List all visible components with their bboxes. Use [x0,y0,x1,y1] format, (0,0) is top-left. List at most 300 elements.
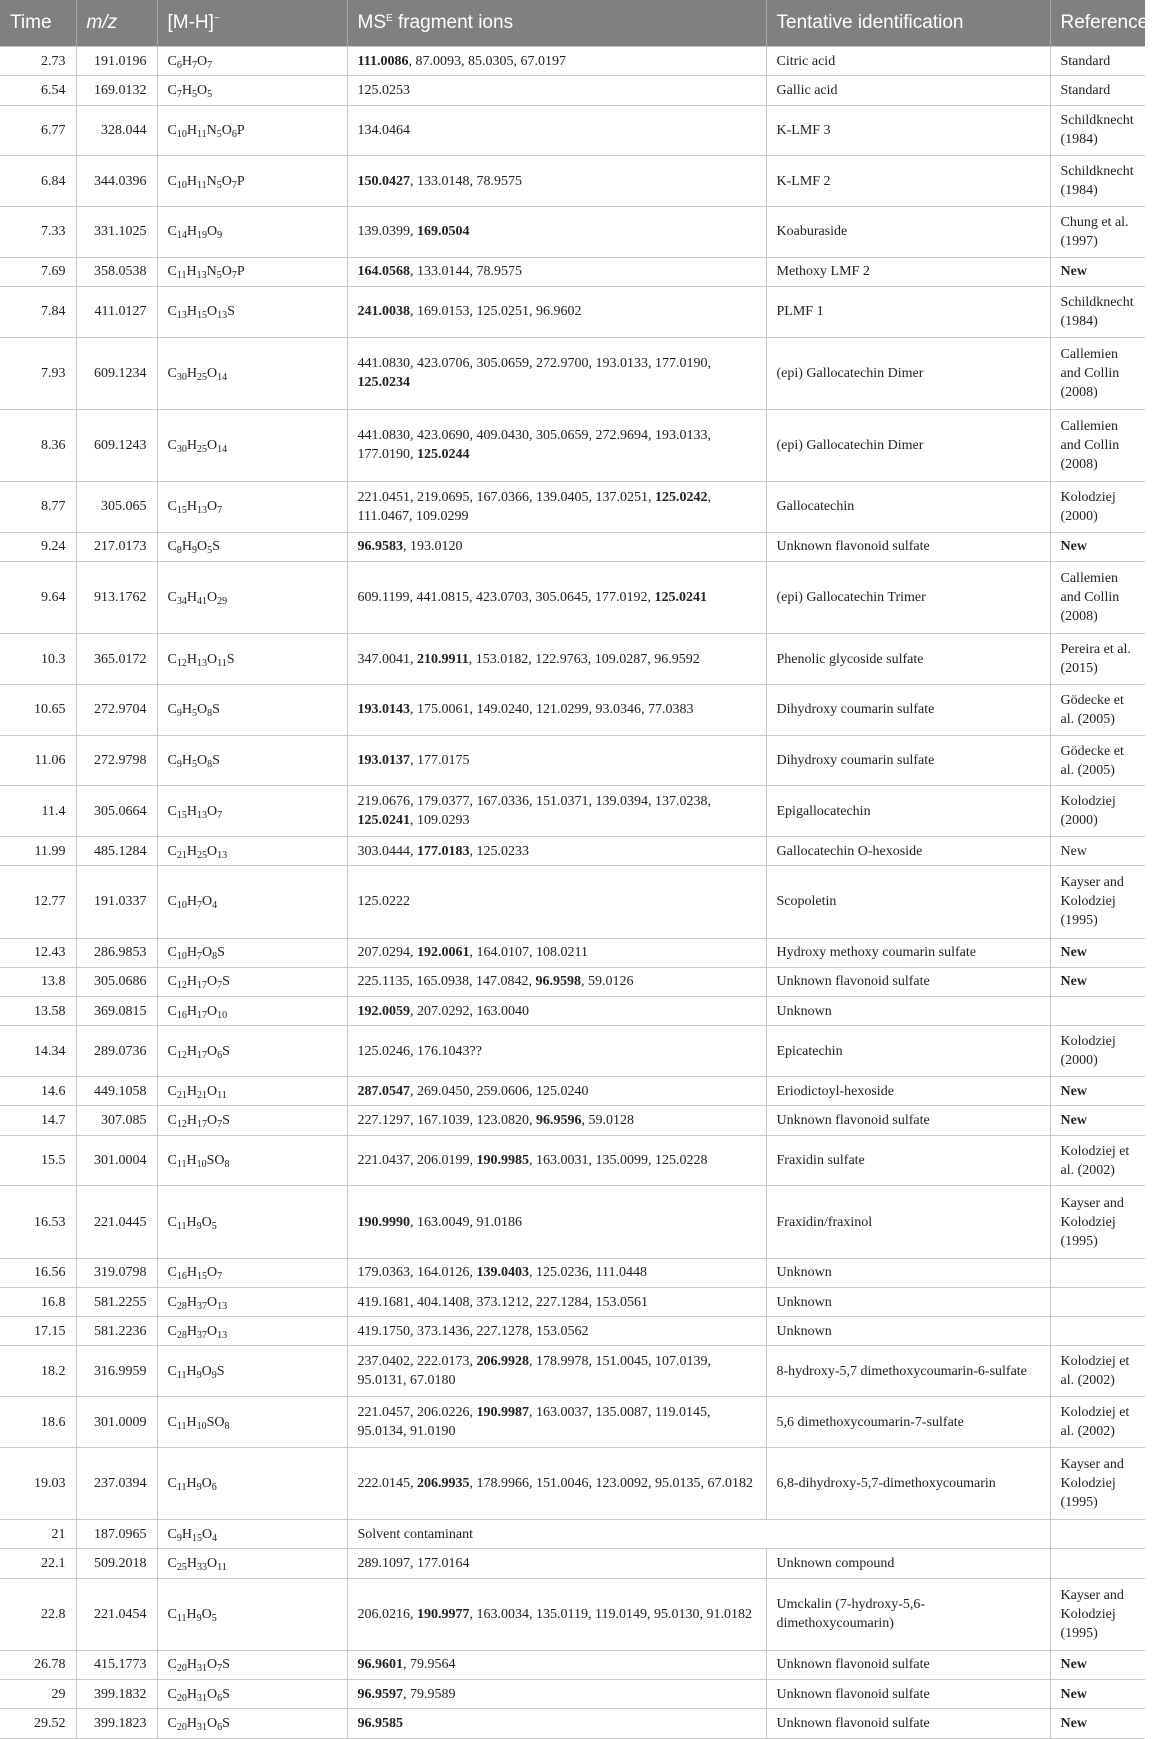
fragment-ions: 221.0451, 219.0695, 167.0366, 139.0405, 137.0251, [357,489,655,505]
cell-time: 13.58 [0,997,76,1026]
cell-fragments [347,786,766,837]
formula-part: H [186,264,197,280]
cell-formula [157,562,347,634]
table-row [0,47,1145,76]
formula-part: O [206,1083,218,1099]
fragment-base-peak: 206.9935 [417,1475,470,1491]
cell-formula [157,967,347,996]
formula-part: O [206,224,218,240]
fragment-ions: 125.0222 [357,894,410,910]
cell-mz: 272.9798 [76,735,157,786]
table-row [0,1258,1145,1287]
formula-part: C [167,651,177,667]
cell-identification: K-LMF 2 [766,156,1050,207]
formula-part: H [186,304,197,320]
cell-fragments [347,997,766,1026]
formula-part: O [206,1294,218,1310]
fragment-base-peak: 150.0427 [357,173,410,189]
formula-part: H [186,1555,197,1571]
formula-part: H [186,1113,197,1129]
table-row [0,837,1145,866]
fragment-ions: , 133.0144, 78.9575 [410,264,522,280]
formula-part: 9 [176,708,182,720]
cell-reference: New [1050,1680,1145,1709]
cell-mz: 187.0965 [76,1520,157,1549]
formula-part: 5 [191,708,197,720]
fragment-ions: , 163.0037, 135.0087, 119.0145, 95.0134, 91.0190 [357,1405,711,1440]
formula-part: O [221,264,232,280]
formula-part: 4 [212,900,218,912]
formula-part: 8 [212,951,218,963]
table-row [0,1135,1145,1186]
fragment-ions: , 153.0182, 122.9763, 109.0287, 96.9592 [468,651,700,667]
cell-fragments [347,837,766,866]
cell-formula [157,257,347,286]
formula-part: 25 [196,443,207,455]
cell-formula [157,837,347,866]
cell-reference: Chung et al. (1997) [1050,207,1145,258]
formula-part: C [167,1323,177,1339]
formula-part: 20 [176,1722,187,1734]
cell-reference: Callemien and Collin (2008) [1050,337,1145,409]
fragment-ions: , 79.9564 [403,1657,456,1673]
cell-reference: Standard [1050,76,1145,105]
formula-part: 10 [196,1420,207,1432]
cell-time: 8.36 [0,409,76,481]
formula-part: C [167,1414,177,1430]
formula-part: S [222,1657,230,1673]
cell-identification: Gallocatechin O-hexoside [766,837,1050,866]
cell-formula [157,1549,347,1578]
formula-part: C [167,1526,177,1542]
cell-mz: 272.9704 [76,684,157,735]
fragment-base-peak: 169.0504 [417,224,470,240]
cell-formula [157,634,347,685]
formula-part: 5 [191,88,197,100]
cell-mz: 449.1058 [76,1077,157,1106]
cell-formula [157,207,347,258]
table-row [0,337,1145,409]
cell-fragments [347,105,766,156]
formula-part: P [236,122,245,138]
fragment-ions: , 109.0293 [410,813,470,829]
formula-part: 5 [211,1612,217,1624]
formula-part: 11 [176,1159,187,1171]
cell-time: 10.65 [0,684,76,735]
cell-identification: Hydroxy methoxy coumarin sulfate [766,938,1050,967]
cell-fragments [347,156,766,207]
table-row [0,1447,1145,1519]
cell-mz: 581.2255 [76,1287,157,1316]
formula-part: S [226,651,235,667]
fragment-ions: 134.0464 [357,122,410,138]
cell-time: 16.8 [0,1287,76,1316]
table-row [0,1680,1145,1709]
formula-part: 9 [217,230,223,242]
cell-time: 11.99 [0,837,76,866]
table-row [0,1709,1145,1739]
cell-formula [157,47,347,76]
formula-part: N [206,173,217,189]
formula-part: 12 [176,1049,187,1061]
formula-part: C [167,1083,177,1099]
formula-part: O [201,1526,213,1542]
formula-part: S [212,539,220,555]
formula-part: C [167,1214,177,1230]
cell-fragments [347,1317,766,1346]
formula-part: P [236,173,245,189]
cell-reference: Kayser and Kolodziej (1995) [1050,866,1145,938]
formula-part: 11 [176,1420,187,1432]
fragment-ions: , 125.0233 [469,843,529,859]
fragment-ions: , 169.0153, 125.0251, 96.9602 [410,304,582,320]
header-ion-label: [M-H] [167,12,214,33]
fragment-ions: 347.0041, [357,651,417,667]
cell-fragments [347,1549,766,1578]
formula-part: S [222,1716,230,1732]
fragment-ions: , 59.0126 [580,974,634,990]
fragment-base-peak: 287.0547 [357,1083,410,1099]
formula-part: H [186,651,197,667]
formula-part: 13 [196,505,207,517]
cell-time: 14.34 [0,1026,76,1077]
cell-reference: Callemien and Collin (2008) [1050,562,1145,634]
cell-mz: 217.0173 [76,532,157,561]
formula-part: C [167,1265,177,1281]
fragment-base-peak: 111.0086 [357,53,409,69]
cell-reference [1050,997,1145,1026]
formula-part: O [201,945,213,961]
cell-fragments [347,1077,766,1106]
formula-part: O [206,499,218,515]
cell-fragments [347,1346,766,1397]
formula-part: O [196,753,208,768]
cell-reference: Kayser and Kolodziej (1995) [1050,1578,1145,1650]
formula-part: 14 [176,230,187,242]
formula-part: H [186,974,197,990]
formula-part: H [186,843,197,859]
formula-part: C [167,539,177,555]
cell-reference: Kolodziej et al. (2002) [1050,1135,1145,1186]
cell-fragments [347,1258,766,1287]
header-ion-charge: − [213,13,220,24]
cell-mz: 485.1284 [76,837,157,866]
fragment-ions: , 163.0049, 91.0186 [410,1214,522,1230]
cell-fragments [347,76,766,105]
cell-time: 14.6 [0,1077,76,1106]
formula-part: S [212,753,220,768]
formula-part: 8 [224,1420,230,1432]
cell-time: 10.3 [0,634,76,685]
fragment-ions: 227.1297, 167.1039, 123.0820, [357,1113,536,1129]
formula-part: 13 [196,809,207,821]
formula-part: 17 [196,1119,207,1131]
cell-reference: Callemien and Collin (2008) [1050,409,1145,481]
fragment-ions: , 178.9978, 151.0045, 107.0139, 95.0131, 67.0180 [357,1354,711,1389]
formula-part: C [167,1475,177,1491]
formula-part: 21 [176,1089,187,1101]
header-time-label: Time [10,12,52,33]
formula-part: 8 [176,545,182,557]
cell-fragments [347,409,766,481]
formula-part: O [206,1265,218,1281]
formula-part: H [186,1686,197,1702]
cell-mz: 358.0538 [76,257,157,286]
formula-part: O [206,1323,218,1339]
table-row [0,997,1145,1026]
cell-formula [157,1135,347,1186]
header-time [0,0,76,47]
formula-part: H [181,753,192,768]
cell-mz: 509.2018 [76,1549,157,1578]
fragment-ions: 207.0294, [357,945,417,961]
formula-part: 11 [196,128,207,140]
formula-part: S [222,1113,230,1129]
formula-part: C [167,365,177,381]
cell-identification: Gallic acid [766,76,1050,105]
cell-time: 7.69 [0,257,76,286]
cell-reference: New [1050,1709,1145,1739]
formula-part: O [206,437,218,453]
formula-part: C [167,122,177,138]
cell-mz: 316.9959 [76,1346,157,1397]
cell-reference: New [1050,1077,1145,1106]
cell-mz: 331.1025 [76,207,157,258]
fragment-ions: , 177.0175 [410,753,470,768]
fragment-base-peak: 125.0241 [357,813,410,829]
cell-fragments [347,684,766,735]
formula-part: 6 [176,59,182,71]
fragment-ions: 419.1681, 404.1408, 373.1212, 227.1284, 153.0561 [357,1294,648,1310]
cell-mz: 609.1234 [76,337,157,409]
cell-reference: Pereira et al. (2015) [1050,634,1145,685]
fragment-ions: 139.0399, [357,224,417,240]
cell-reference: New [1050,257,1145,286]
cell-time: 18.2 [0,1346,76,1397]
formula-part: 7 [207,59,213,71]
cell-fragments [347,257,766,286]
formula-part: H [186,437,197,453]
formula-part: C [167,974,177,990]
cell-reference: New [1050,837,1145,866]
cell-time: 9.64 [0,562,76,634]
cell-formula [157,287,347,338]
formula-part: S [217,945,225,961]
formula-part: 9 [176,1532,182,1544]
fragment-base-peak: 210.9911 [417,651,469,667]
formula-part: C [167,224,177,240]
formula-part: 25 [196,371,207,383]
cell-fragments [347,1578,766,1650]
formula-part: O [206,590,218,606]
formula-part: 10 [176,128,187,140]
fragment-ions: , 79.9589 [403,1686,456,1702]
cell-fragments [347,938,766,967]
formula-part: C [167,1363,177,1379]
cell-fragments [347,866,766,938]
formula-part: 16 [176,1009,187,1021]
formula-part: 6 [217,1049,223,1061]
formula-part: S [216,1363,225,1379]
formula-part: 5 [207,545,213,557]
cell-mz: 399.1832 [76,1680,157,1709]
cell-mz: 221.0445 [76,1186,157,1258]
cell-identification: Eriodictoyl-hexoside [766,1077,1050,1106]
formula-part: 11 [217,1561,227,1573]
formula-part: 37 [196,1300,207,1312]
formula-part: 28 [176,1300,187,1312]
formula-part: 9 [196,1481,202,1493]
cell-formula [157,1709,347,1739]
cell-fragments [347,287,766,338]
formula-part: 5 [211,1220,217,1232]
formula-part: H [181,82,192,98]
formula-part: 7 [217,1119,223,1131]
formula-part: O [206,651,218,667]
fragment-ions: , 207.0292, 163.0040 [410,1003,529,1019]
formula-part: H [186,945,197,961]
cell-fragments [347,1447,766,1519]
formula-part: O [196,53,208,69]
formula-part: O [206,1716,218,1732]
cell-formula [157,1317,347,1346]
formula-part: 25 [196,849,207,861]
cell-mz: 301.0009 [76,1397,157,1448]
cell-reference: Gödecke et al. (2005) [1050,684,1145,735]
formula-part: 8 [224,1159,230,1171]
fragment-base-peak: 96.9601 [357,1657,403,1673]
cell-identification: K-LMF 3 [766,105,1050,156]
header-ion [157,0,347,47]
fragment-base-peak: 125.0234 [357,375,410,391]
formula-part: C [167,1043,177,1059]
fragment-ions: , 59.0128 [581,1113,634,1129]
formula-part: 5 [216,179,222,191]
formula-part: 12 [176,1119,187,1131]
formula-part: 7 [217,1663,223,1675]
formula-part: 31 [196,1663,207,1675]
fragment-ions: , 133.0148, 78.9575 [410,173,522,189]
cell-reference [1050,1287,1145,1316]
formula-part: 8 [207,759,213,770]
header-refs-label: References [1060,12,1158,33]
cell-time: 2.73 [0,47,76,76]
cell-reference [1050,1520,1145,1549]
table-row [0,938,1145,967]
formula-part: C [167,53,177,69]
cell-fragments [347,1650,766,1679]
cell-time: 7.84 [0,287,76,338]
cell-identification: Phenolic glycoside sulfate [766,634,1050,685]
cell-fragments [347,562,766,634]
formula-part: 9 [191,545,197,557]
formula-part: 7 [231,179,237,191]
formula-part: O [201,1214,212,1230]
formula-part: 4 [212,1532,218,1544]
cell-time: 16.53 [0,1186,76,1258]
fragment-ions: 219.0676, 179.0377, 167.0336, 151.0371, 139.0394, 137.0238, [357,794,711,810]
formula-part: C [167,1113,177,1129]
cell-mz: 415.1773 [76,1650,157,1679]
cell-time: 19.03 [0,1447,76,1519]
cell-fragments [347,207,766,258]
cell-identification: Unknown compound [766,1549,1050,1578]
table-row [0,156,1145,207]
formula-part: H [186,1153,197,1169]
table-row [0,1287,1145,1316]
cell-formula [157,76,347,105]
cell-formula [157,1287,347,1316]
cell-mz: 319.0798 [76,1258,157,1287]
cell-reference: Kayser and Kolodziej (1995) [1050,1186,1145,1258]
fragment-ions: 289.1097, 177.0164 [357,1555,470,1571]
formula-part: C [167,843,177,859]
formula-part: 11 [176,1220,187,1232]
cell-formula [157,532,347,561]
table-row [0,866,1145,938]
formula-part: H [186,1083,197,1099]
cell-formula [157,1186,347,1258]
fragment-ions: , 87.0093, 85.0305, 67.0197 [408,53,566,69]
cell-identification: Unknown [766,1287,1050,1316]
formula-part: C [167,1153,177,1169]
fragment-ions: 419.1750, 373.1436, 227.1278, 153.0562 [357,1323,589,1339]
header-references [1050,0,1158,47]
fragment-ions: , 163.0034, 135.0119, 119.0149, 95.0130, 91.0182 [469,1606,752,1622]
formula-part: 10 [196,1159,207,1171]
formula-part: H [186,1414,197,1430]
formula-part: 20 [176,1692,187,1704]
formula-part: O [201,1475,212,1491]
formula-part: 17 [196,1049,207,1061]
formula-part: SO [206,1414,225,1430]
cell-time: 9.24 [0,532,76,561]
formula-part: O [196,702,208,718]
formula-part: 9 [196,1220,202,1232]
fragment-ions: 303.0444, [357,843,417,859]
fragment-base-peak: 192.0061 [417,945,470,961]
formula-part: 7 [176,88,182,100]
formula-part: H [186,1657,197,1673]
formula-part: 6 [231,128,237,140]
cell-formula [157,1346,347,1397]
formula-part: P [236,264,245,280]
cell-formula [157,997,347,1026]
cell-mz: 399.1823 [76,1709,157,1739]
table-row [0,105,1145,156]
table-row [0,967,1145,996]
cell-reference [1050,1317,1145,1346]
fragment-base-peak: 177.0183 [417,843,470,859]
cell-identification: Scopoletin [766,866,1050,938]
table-body [0,47,1145,1739]
table-row [0,1397,1145,1448]
formula-part: H [186,365,197,381]
formula-part: 5 [216,128,222,140]
fragment-ions: 441.0830, 423.0706, 305.0659, 272.9700, 193.0133, 177.0190, [357,356,711,372]
formula-part: 11 [196,179,207,191]
cell-fragments [347,1186,766,1258]
fragment-base-peak: 193.0143 [357,702,410,718]
fragment-base-peak: 96.9583 [357,539,403,555]
cell-fragments [347,532,766,561]
table-row [0,786,1145,837]
formula-part: 34 [176,596,187,608]
formula-part: 7 [196,951,202,963]
cell-fragments [347,967,766,996]
cell-fragments [347,1106,766,1135]
formula-part: 17 [196,1009,207,1021]
